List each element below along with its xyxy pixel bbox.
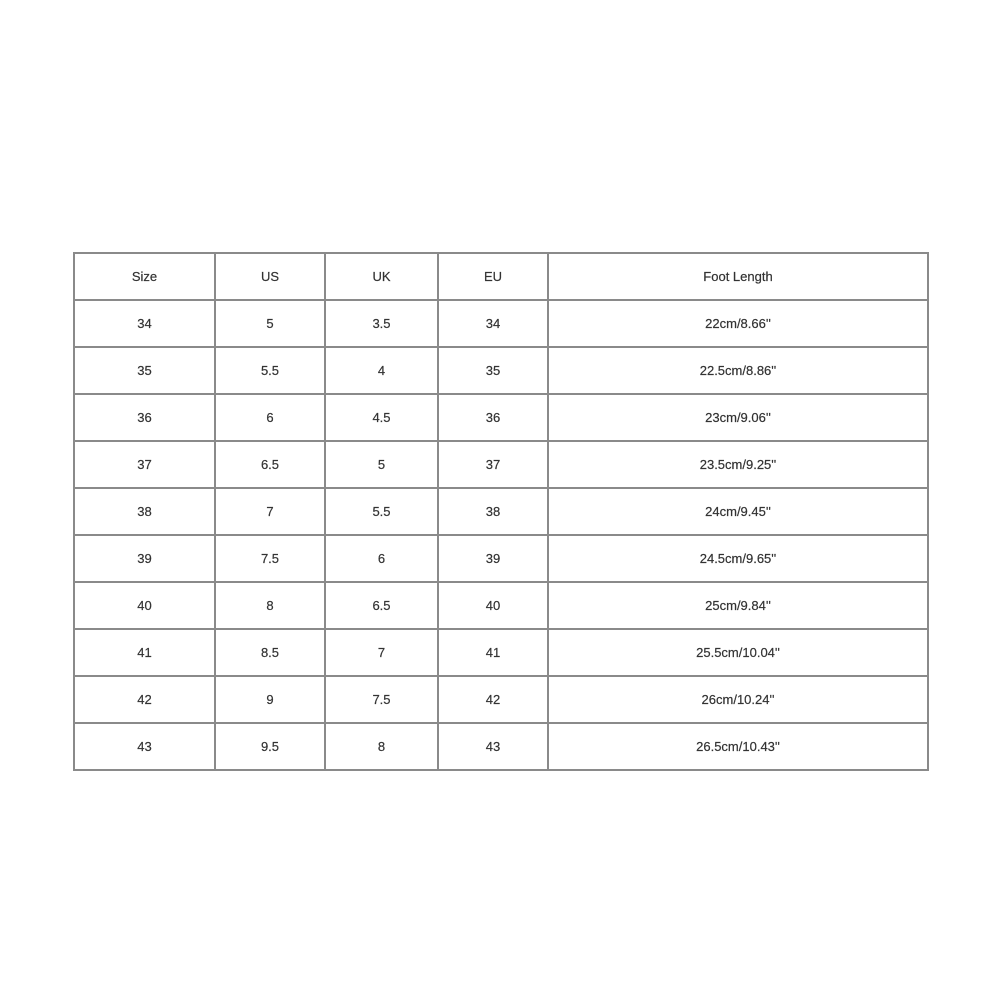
- cell-uk: 4.5: [325, 394, 438, 441]
- cell-eu: 37: [438, 441, 548, 488]
- cell-foot-length: 25.5cm/10.04'': [548, 629, 928, 676]
- table-row: [74, 629, 928, 676]
- cell-eu: 43: [438, 723, 548, 770]
- cell-us: 8.5: [215, 629, 325, 676]
- cell-us: 6: [215, 394, 325, 441]
- cell-eu: 39: [438, 535, 548, 582]
- table-row: [74, 347, 928, 394]
- header-eu: EU: [438, 253, 548, 300]
- cell-foot-length: 24cm/9.45'': [548, 488, 928, 535]
- cell-eu: 42: [438, 676, 548, 723]
- cell-uk: 6.5: [325, 582, 438, 629]
- cell-uk: 8: [325, 723, 438, 770]
- cell-eu: 35: [438, 347, 548, 394]
- cell-foot-length: 24.5cm/9.65'': [548, 535, 928, 582]
- cell-uk: 7: [325, 629, 438, 676]
- table-row: [74, 582, 928, 629]
- cell-size: 39: [74, 535, 215, 582]
- cell-foot-length: 23.5cm/9.25'': [548, 441, 928, 488]
- table-row: [74, 676, 928, 723]
- header-us: US: [215, 253, 325, 300]
- cell-size: 43: [74, 723, 215, 770]
- cell-uk: 4: [325, 347, 438, 394]
- cell-us: 8: [215, 582, 325, 629]
- table-header-row: [74, 253, 928, 300]
- cell-us: 9.5: [215, 723, 325, 770]
- cell-us: 6.5: [215, 441, 325, 488]
- cell-size: 41: [74, 629, 215, 676]
- cell-foot-length: 26cm/10.24'': [548, 676, 928, 723]
- header-uk: UK: [325, 253, 438, 300]
- cell-size: 40: [74, 582, 215, 629]
- cell-us: 5: [215, 300, 325, 347]
- cell-size: 35: [74, 347, 215, 394]
- cell-eu: 41: [438, 629, 548, 676]
- cell-uk: 6: [325, 535, 438, 582]
- cell-size: 42: [74, 676, 215, 723]
- cell-uk: 5.5: [325, 488, 438, 535]
- cell-us: 9: [215, 676, 325, 723]
- cell-uk: 7.5: [325, 676, 438, 723]
- header-foot-length: Foot Length: [548, 253, 928, 300]
- cell-foot-length: 22.5cm/8.86'': [548, 347, 928, 394]
- cell-foot-length: 23cm/9.06'': [548, 394, 928, 441]
- table-row: [74, 394, 928, 441]
- header-size: Size: [74, 253, 215, 300]
- cell-foot-length: 26.5cm/10.43'': [548, 723, 928, 770]
- cell-eu: 34: [438, 300, 548, 347]
- cell-size: 38: [74, 488, 215, 535]
- table-row: [74, 723, 928, 770]
- table-row: [74, 535, 928, 582]
- cell-size: 36: [74, 394, 215, 441]
- cell-us: 7: [215, 488, 325, 535]
- cell-eu: 36: [438, 394, 548, 441]
- table-row: [74, 441, 928, 488]
- table-row: [74, 300, 928, 347]
- size-chart-table: [73, 252, 929, 771]
- table-row: [74, 488, 928, 535]
- cell-eu: 38: [438, 488, 548, 535]
- cell-us: 7.5: [215, 535, 325, 582]
- cell-uk: 3.5: [325, 300, 438, 347]
- cell-size: 34: [74, 300, 215, 347]
- cell-eu: 40: [438, 582, 548, 629]
- cell-foot-length: 22cm/8.66'': [548, 300, 928, 347]
- cell-uk: 5: [325, 441, 438, 488]
- cell-size: 37: [74, 441, 215, 488]
- cell-us: 5.5: [215, 347, 325, 394]
- cell-foot-length: 25cm/9.84'': [548, 582, 928, 629]
